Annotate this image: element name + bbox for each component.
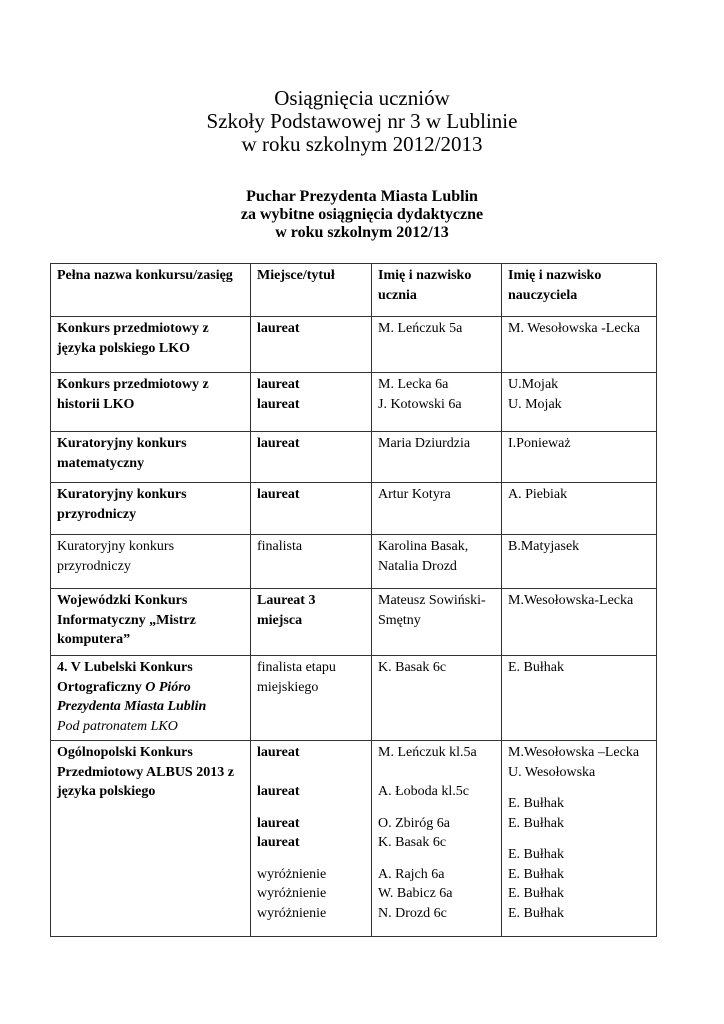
- teacher-line: E. Bułhak: [508, 866, 564, 882]
- student-line: Karolina Basak,: [378, 539, 469, 554]
- place-line: [257, 853, 365, 865]
- title-line: Osiągnięcia uczniów: [274, 86, 450, 110]
- student-line: M. Leńczuk 5a: [378, 321, 463, 336]
- student-cell: [372, 317, 502, 373]
- place-cell: [251, 589, 372, 656]
- place-line: laureat: [257, 487, 300, 502]
- table-row: [51, 432, 657, 483]
- teacher-line: U.Mojak: [508, 377, 559, 392]
- table-row: [51, 373, 657, 432]
- contest-line: komputera”: [57, 632, 131, 647]
- place-line: laureat: [257, 815, 300, 831]
- contest-line: matematyczny: [57, 455, 145, 471]
- teacher-cell: [502, 373, 657, 432]
- student-line: K. Basak 6c: [378, 660, 447, 675]
- contest-line: Prezydenta Miasta Lublin: [57, 699, 207, 714]
- contest-line: historii LKO: [57, 396, 135, 412]
- award-subtitle: [0, 188, 724, 242]
- teacher-line: M. Wesołowska -Lecka: [508, 321, 640, 336]
- teacher-cell: [502, 656, 657, 741]
- student-line: J. Kotowski 6a: [378, 396, 462, 412]
- place-line: laureat: [257, 835, 300, 850]
- column-header-contest: Pełna nazwa konkursu/zasięg: [51, 264, 251, 317]
- contest-line: 4. V Lubelski Konkurs: [57, 660, 193, 675]
- student-line: A. Łoboda kl.5c: [378, 784, 469, 799]
- teacher-line: M.Wesołowska-Lecka: [508, 593, 634, 608]
- contest-cell: [51, 432, 251, 483]
- teacher-line: [508, 833, 650, 845]
- place-cell: [251, 741, 372, 937]
- table-row: [51, 535, 657, 589]
- contest-line: Kuratoryjny konkurs: [57, 539, 175, 554]
- contest-line: Wojewódzki Konkurs: [57, 593, 188, 608]
- contest-line: [57, 678, 244, 698]
- student-line: Maria Dziurdzia: [378, 436, 471, 451]
- contest-line: Konkurs przedmiotowy z: [57, 321, 209, 336]
- contest-line-part: O Pióro: [145, 679, 191, 695]
- contest-line: Pod patronatem LKO: [57, 718, 178, 734]
- contest-cell: [51, 656, 251, 741]
- contest-line: języka polskiego: [57, 784, 156, 799]
- place-line: laureat: [257, 784, 300, 799]
- achievements-table: [50, 263, 657, 937]
- student-cell: [372, 483, 502, 535]
- teacher-line: E. Bułhak: [508, 660, 564, 675]
- student-line: Natalia Drozd: [378, 558, 457, 574]
- table-header-row: [51, 264, 657, 317]
- teacher-line: [508, 782, 650, 794]
- table-row: [51, 317, 657, 373]
- column-header-student: Imię i nazwisko ucznia: [372, 264, 502, 317]
- contest-line: Kuratoryjny konkurs: [57, 436, 187, 451]
- table-row: [51, 589, 657, 656]
- student-line: Mateusz Sowiński-: [378, 593, 486, 608]
- teacher-line: E. Bułhak: [508, 905, 564, 921]
- place-line: miejskiego: [257, 679, 319, 695]
- place-line: Laureat 3: [257, 593, 316, 608]
- table-row: [51, 483, 657, 535]
- student-line: O. Zbiróg 6a: [378, 815, 450, 831]
- teacher-line: E. Bułhak: [508, 796, 564, 811]
- student-line: [378, 853, 495, 865]
- table-row: [51, 741, 657, 937]
- place-cell: [251, 656, 372, 741]
- student-cell: [372, 589, 502, 656]
- title-line: Szkoły Podstawowej nr 3 w Lublinie: [206, 109, 518, 133]
- table-row: [51, 656, 657, 741]
- student-line: Smętny: [378, 612, 421, 628]
- subtitle-line: w roku szkolnym 2012/13: [275, 224, 449, 241]
- teacher-line: U. Wesołowska: [508, 764, 596, 780]
- teacher-line: E. Bułhak: [508, 886, 564, 901]
- student-line: M. Lecka 6a: [378, 377, 449, 392]
- place-cell: [251, 432, 372, 483]
- teacher-line: M.Wesołowska –Lecka: [508, 745, 640, 760]
- subtitle-line: Puchar Prezydenta Miasta Lublin: [246, 188, 478, 205]
- title-line: w roku szkolnym 2012/2013: [241, 132, 483, 156]
- place-cell: [251, 373, 372, 432]
- teacher-cell: [502, 589, 657, 656]
- contest-line: Przedmiotowy ALBUS 2013 z: [57, 764, 234, 780]
- student-line: N. Drozd 6c: [378, 905, 447, 921]
- contest-line: przyrodniczy: [57, 558, 131, 574]
- column-header-teacher: Imię i nazwisko nauczyciela: [502, 264, 657, 317]
- contest-cell: [51, 373, 251, 432]
- student-line: Artur Kotyra: [378, 487, 451, 502]
- teacher-cell: [502, 432, 657, 483]
- place-line: laureat: [257, 396, 300, 412]
- student-line: [378, 763, 495, 783]
- student-line: [378, 802, 495, 814]
- place-line: laureat: [257, 377, 300, 392]
- contest-cell: [51, 535, 251, 589]
- teacher-line: I.Ponieważ: [508, 436, 571, 451]
- teacher-line: U. Mojak: [508, 396, 562, 412]
- column-header-place: Miejsce/tytuł: [251, 264, 372, 317]
- student-cell: [372, 432, 502, 483]
- place-cell: [251, 483, 372, 535]
- teacher-line: E. Bułhak: [508, 847, 564, 862]
- contest-cell: [51, 483, 251, 535]
- contest-line-part: Ortograficzny: [57, 679, 142, 695]
- place-cell: [251, 317, 372, 373]
- student-cell: [372, 656, 502, 741]
- contest-line: Informatyczny „Mistrz: [57, 612, 196, 628]
- student-cell: [372, 535, 502, 589]
- place-cell: [251, 535, 372, 589]
- place-line: wyróżnienie: [257, 905, 327, 921]
- place-line: laureat: [257, 745, 300, 760]
- student-line: K. Basak 6c: [378, 835, 447, 850]
- page-title: [0, 87, 724, 156]
- teacher-cell: [502, 741, 657, 937]
- place-line: [257, 802, 365, 814]
- teacher-line: E. Bułhak: [508, 815, 564, 831]
- contest-line: języka polskiego LKO: [57, 340, 191, 356]
- contest-line: Kuratoryjny konkurs: [57, 487, 187, 502]
- place-line: wyróżnienie: [257, 886, 327, 901]
- place-line: laureat: [257, 321, 300, 336]
- teacher-cell: [502, 317, 657, 373]
- contest-line: przyrodniczy: [57, 506, 137, 522]
- contest-cell: [51, 741, 251, 937]
- place-line: finalista etapu: [257, 660, 336, 675]
- contest-line: Ogólnopolski Konkurs: [57, 745, 193, 760]
- place-line: laureat: [257, 436, 300, 451]
- place-line: finalista: [257, 539, 303, 554]
- student-line: W. Babicz 6a: [378, 886, 453, 901]
- contest-line: Konkurs przedmiotowy z: [57, 377, 209, 392]
- student-cell: [372, 373, 502, 432]
- subtitle-line: za wybitne osiągnięcia dydaktyczne: [240, 206, 484, 223]
- teacher-line: A. Piebiak: [508, 487, 568, 502]
- teacher-cell: [502, 483, 657, 535]
- contest-cell: [51, 589, 251, 656]
- place-line: wyróżnienie: [257, 866, 327, 882]
- place-line: miejsca: [257, 612, 303, 628]
- teacher-line: B.Matyjasek: [508, 539, 580, 554]
- student-line: M. Leńczuk kl.5a: [378, 745, 477, 760]
- contest-cell: [51, 317, 251, 373]
- place-line: [257, 763, 365, 783]
- student-cell: [372, 741, 502, 937]
- teacher-cell: [502, 535, 657, 589]
- student-line: A. Rajch 6a: [378, 866, 445, 882]
